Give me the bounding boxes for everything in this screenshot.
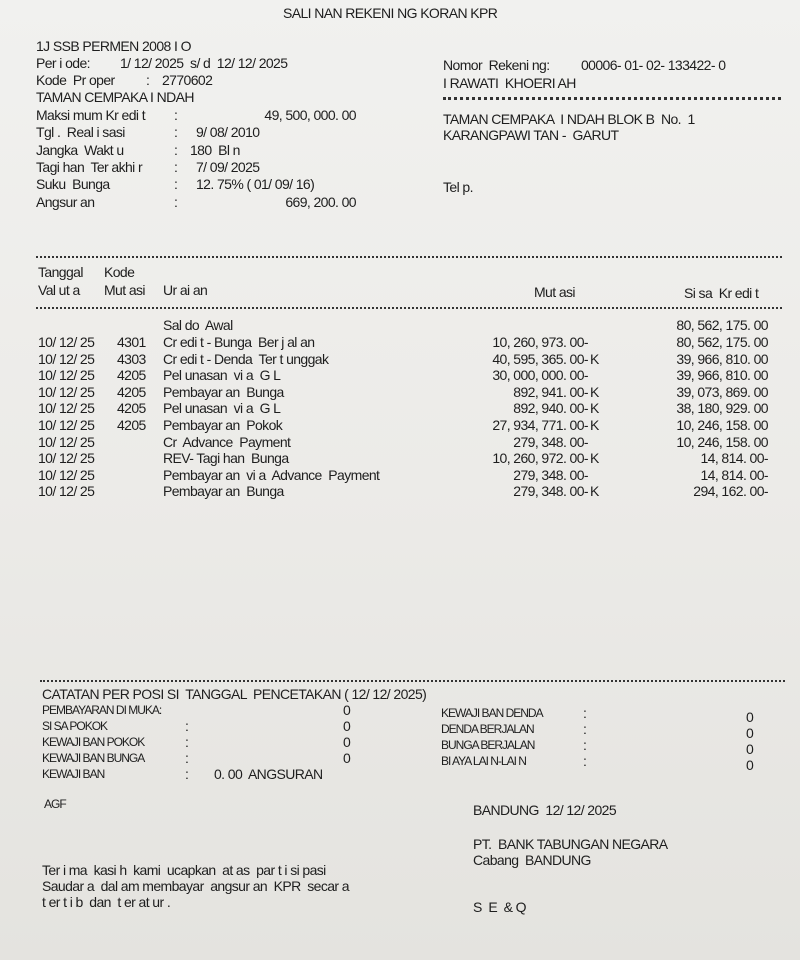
opening-balance-row [0, 317, 800, 334]
table-row [0, 417, 800, 434]
note-value: 0 [343, 718, 351, 734]
note-value: 0 [746, 709, 754, 725]
note-value: 0 [746, 757, 754, 773]
note-label: KEWAJI BAN DENDA [441, 706, 543, 720]
colon: : [185, 734, 189, 750]
field-value: 12. 75% ( 01/ 09/ 16) [196, 176, 315, 193]
row-sisa: 38, 180, 929. 00 [676, 400, 768, 417]
row-code: 4205 [117, 383, 146, 400]
row-mutasi: 279, 348. 00- [513, 483, 588, 500]
field-value: 49, 500, 000. 00 [264, 107, 356, 123]
row-code: 4301 [117, 334, 146, 350]
branch-name: Cabang BANDUNG [473, 852, 591, 868]
address-line-1: TAMAN CEMPAKA I NDAH BLOK B No. 1 [443, 111, 695, 127]
colon: : [174, 141, 178, 158]
colon: : [174, 193, 178, 210]
field-value: 669, 200. 00 [285, 193, 356, 210]
kewajiban-value: 0. 00 ANGSURAN [214, 766, 323, 782]
row-code: 4205 [117, 417, 146, 433]
header-valuta: Val ut a [38, 282, 80, 298]
periode-value: 1/ 12/ 2025 s/ d 12/ 12/ 2025 [120, 55, 288, 71]
row-sisa: 39, 966, 810. 00 [676, 367, 768, 384]
row-sisa: 39, 073, 869. 00 [676, 383, 768, 400]
note-value: 0 [746, 741, 754, 757]
colon: : [174, 107, 178, 123]
table-row [0, 367, 800, 384]
table-row [0, 450, 800, 467]
note-value: 0 [343, 750, 351, 766]
row-mutasi: 27, 934, 771. 00- [492, 417, 588, 433]
field-value: 9/ 08/ 2010 [196, 124, 260, 141]
notes-title: CATATAN PER POSI SI TANGGAL PENCETAKAN ( 12/ 12/ 2025) [42, 686, 427, 702]
initials: AGF [44, 797, 66, 811]
header-mutasi-code: Mut asi [104, 282, 145, 298]
row-mutasi: 10, 260, 972. 00- [492, 450, 588, 467]
table-row [0, 434, 800, 451]
row-mutasi: 892, 941. 00- [513, 383, 588, 400]
field-label: Tagi han Ter akhi r [36, 158, 143, 175]
colon: : [583, 705, 587, 721]
row-flag: K [590, 417, 599, 433]
row-sisa: 14, 814. 00- [700, 466, 768, 483]
table-row [0, 351, 800, 368]
row-description: Pel unasan vi a G L [163, 400, 281, 417]
row-code: 4205 [117, 367, 146, 384]
field-label: Tgl . Real i sasi [36, 124, 125, 141]
thanks-line-3: t er t i b dan t er at ur . [42, 894, 171, 910]
row-description: Pel unasan vi a G L [163, 367, 281, 384]
row-date: 10/ 12/ 25 [38, 433, 95, 450]
opening-label: Sal do Awal [163, 317, 233, 333]
divider [40, 680, 785, 682]
header-kode: Kode [104, 264, 135, 280]
row-flag: K [590, 383, 599, 400]
row-sisa: 39, 966, 810. 00 [676, 350, 768, 367]
document-title: SALI NAN REKENI NG KORAN KPR [283, 5, 498, 21]
row-description: Pembayar an vi a Advance Payment [163, 466, 380, 483]
table-row [0, 384, 800, 401]
kode-proper-label: Kode Pr oper [36, 72, 115, 88]
code-line: 1J SSB PERMEN 2008 I O [36, 38, 191, 54]
address-line-2: KARANGPAWI TAN - GARUT [443, 127, 619, 143]
periode-label: Per i ode: [36, 55, 90, 71]
row-sisa: 80, 562, 175. 00 [676, 334, 768, 350]
row-sisa: 294, 162. 00- [693, 483, 768, 500]
note-label: BI AYA LAI N-LAI N [441, 754, 526, 768]
row-date: 10/ 12/ 25 [38, 367, 95, 384]
note-label: SI SA POKOK [42, 719, 108, 733]
colon: : [174, 176, 178, 193]
field-value: 7/ 09/ 2025 [196, 158, 260, 175]
row-mutasi: 10, 260, 973. 00- [492, 334, 588, 350]
row-code: 4205 [117, 400, 146, 417]
row-description: Cr edi t - Bunga Ber j al an [163, 334, 315, 350]
row-date: 10/ 12/ 25 [38, 334, 95, 350]
row-sisa: 14, 814. 00- [700, 450, 768, 467]
field-label: Suku Bunga [36, 176, 110, 193]
row-code: 4303 [117, 350, 146, 367]
header-sisa-kredit: Si sa Kr edi t [684, 285, 759, 301]
row-date: 10/ 12/ 25 [38, 483, 95, 500]
row-description: Cr Advance Payment [163, 433, 291, 450]
row-flag: K [590, 483, 599, 500]
row-mutasi: 30, 000, 000. 00- [492, 367, 588, 384]
signoff: S E & Q [473, 899, 526, 915]
header-uraian: Ur ai an [163, 282, 208, 298]
row-flag: K [590, 450, 599, 467]
project-name: TAMAN CEMPAKA I NDAH [36, 89, 194, 105]
note-value: 0 [343, 702, 351, 718]
field-label: Jangka Wakt u [36, 141, 124, 158]
colon: : [583, 753, 587, 769]
asterisk-divider [443, 97, 781, 100]
bank-name: PT. BANK TABUNGAN NEGARA [473, 836, 668, 852]
header-tanggal: Tanggal [38, 264, 83, 280]
colon: : [583, 737, 587, 753]
colon: : [146, 72, 150, 88]
row-date: 10/ 12/ 25 [38, 400, 95, 417]
account-number-label: Nomor Rekeni ng: [443, 57, 550, 73]
row-mutasi: 892, 940. 00- [513, 400, 588, 417]
row-sisa: 10, 246, 158. 00 [676, 433, 768, 450]
row-date: 10/ 12/ 25 [38, 383, 95, 400]
row-mutasi: 279, 348. 00- [513, 466, 588, 483]
row-description: Cr edi t - Denda Ter t unggak [163, 350, 329, 367]
field-label: Angsur an [36, 193, 95, 210]
note-label: KEWAJI BAN POKOK [42, 735, 145, 749]
opening-balance: 80, 562, 175. 00 [676, 317, 768, 333]
field-value: 180 Bl n [190, 141, 240, 158]
colon: : [174, 158, 178, 175]
table-row [0, 400, 800, 417]
note-value: 0 [343, 734, 351, 750]
row-date: 10/ 12/ 25 [38, 466, 95, 483]
thanks-line-1: Ter i ma kasi h kami ucapkan at as par t i si pasi [42, 862, 326, 878]
divider [36, 256, 782, 258]
row-mutasi: 40, 595, 365. 00- [492, 350, 588, 367]
row-date: 10/ 12/ 25 [38, 350, 95, 367]
row-description: Pembayar an Bunga [163, 483, 284, 500]
note-label: PEMBAYARAN DI MUKA: [42, 703, 162, 717]
row-description: REV- Tagi han Bunga [163, 450, 289, 467]
telp-label: Tel p. [443, 179, 473, 195]
colon: : [174, 124, 178, 141]
note-value: 0 [746, 725, 754, 741]
account-number: 00006- 01- 02- 133422- 0 [581, 57, 726, 73]
colon: : [185, 718, 189, 734]
place-date: BANDUNG 12/ 12/ 2025 [473, 802, 617, 818]
row-date: 10/ 12/ 25 [38, 450, 95, 467]
row-sisa: 10, 246, 158. 00 [676, 417, 768, 433]
kewajiban-label: KEWAJI BAN [42, 767, 105, 781]
field-label: Maksi mum Kr edi t [36, 107, 145, 123]
note-label: DENDA BERJALAN [441, 722, 534, 736]
note-label: KEWAJI BAN BUNGA [42, 751, 145, 765]
row-flag: K [590, 400, 599, 417]
row-description: Pembayar an Bunga [163, 383, 284, 400]
thanks-line-2: Saudar a dal am membayar angsur an KPR secar a [42, 878, 349, 894]
colon: : [185, 750, 189, 766]
table-row [0, 334, 800, 351]
table-row [0, 483, 800, 500]
row-description: Pembayar an Pokok [163, 417, 283, 433]
table-row [0, 467, 800, 484]
row-date: 10/ 12/ 25 [38, 417, 95, 433]
kode-proper-value: 2770602 [162, 72, 213, 88]
note-label: BUNGA BERJALAN [441, 738, 535, 752]
colon: : [185, 766, 189, 782]
divider [36, 307, 782, 309]
customer-name: I RAWATI KHOERI AH [443, 75, 576, 91]
row-mutasi: 279, 348. 00- [513, 433, 588, 450]
row-flag: K [590, 350, 599, 367]
header-mutasi: Mut asi [534, 284, 575, 300]
colon: : [583, 721, 587, 737]
